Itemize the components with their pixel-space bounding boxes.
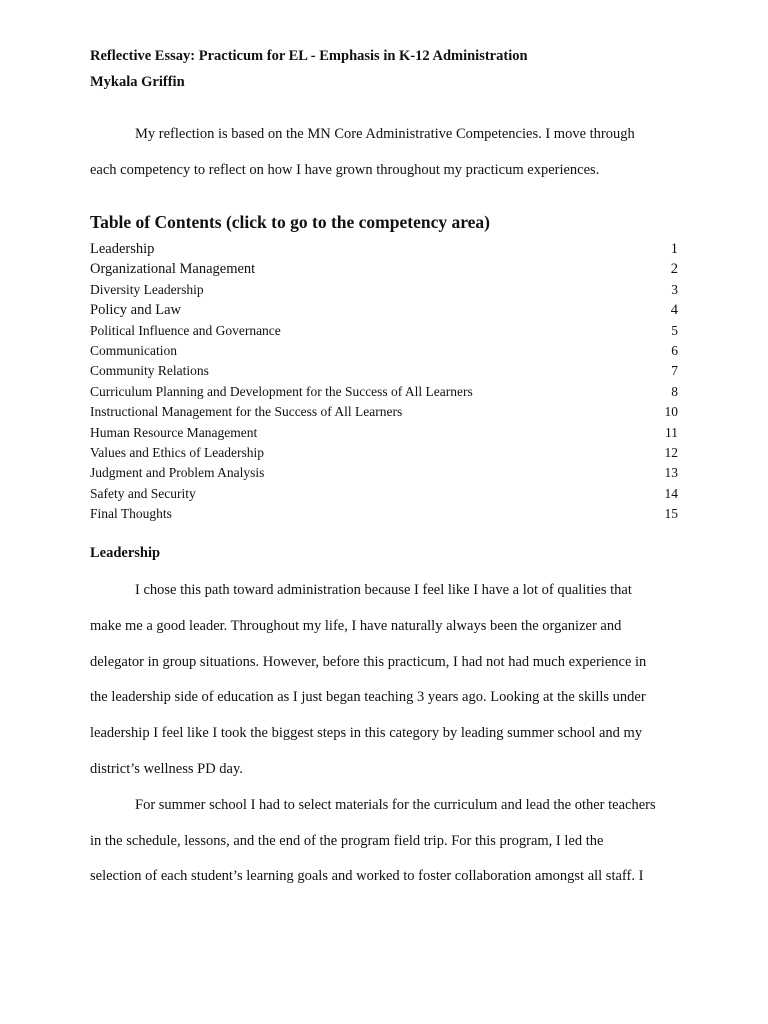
- toc-item-page: 7: [671, 363, 678, 379]
- document-author: Mykala Griffin: [90, 74, 185, 90]
- toc-item-page: 12: [664, 444, 678, 460]
- toc-item-curriculum-planning[interactable]: [90, 382, 678, 402]
- toc-item-page: 1: [670, 241, 678, 257]
- toc-item-page: 2: [670, 261, 678, 278]
- toc-item-page: 11: [665, 424, 678, 440]
- toc-item-communication[interactable]: [90, 341, 678, 361]
- body-line: leadership I feel like I took the biggest steps in this category by leading summer school and my: [90, 725, 643, 742]
- toc-item-label[interactable]: Diversity Leadership: [90, 281, 204, 297]
- toc-item-label[interactable]: Political Influence and Governance: [90, 322, 281, 338]
- toc-item-diversity-leadership[interactable]: [90, 280, 678, 300]
- toc-item-community-relations[interactable]: [90, 361, 678, 381]
- toc-item-page: 13: [664, 465, 678, 481]
- toc-item-safety-and-security[interactable]: [90, 484, 678, 504]
- toc-item-label[interactable]: Communication: [90, 342, 177, 358]
- toc-item-label[interactable]: Organizational Management: [90, 261, 256, 278]
- toc-item-label[interactable]: Human Resource Management: [90, 424, 258, 440]
- intro-line: My reflection is based on the MN Core Administrative Competencies. I move through: [135, 126, 635, 142]
- toc-item-page: 14: [664, 485, 678, 501]
- body-line: the leadership side of education as I just began teaching 3 years ago. Looking at the skills under: [90, 689, 646, 706]
- body-line: make me a good leader. Throughout my life, I have naturally always been the organizer and: [90, 617, 622, 634]
- toc-item-judgment-and-problem-analysis[interactable]: [90, 463, 678, 483]
- toc-item-organizational-management[interactable]: [90, 259, 678, 279]
- body-line: selection of each student’s learning goals and worked to foster collaboration amongst all staff. I: [90, 868, 644, 885]
- section-heading-leadership: Leadership: [90, 545, 161, 561]
- toc-item-page: 3: [671, 281, 678, 297]
- toc-item-values-and-ethics[interactable]: [90, 443, 678, 463]
- toc-item-human-resource-management[interactable]: [90, 423, 678, 443]
- toc-item-political-influence[interactable]: [90, 321, 678, 341]
- toc-item-page: 8: [671, 383, 678, 399]
- intro-line: each competency to reflect on how I have grown throughout my practicum experiences.: [90, 162, 600, 178]
- table-of-contents: [90, 239, 678, 524]
- toc-item-page: 5: [671, 322, 678, 338]
- toc-item-label[interactable]: Safety and Security: [90, 485, 196, 501]
- section-body: [90, 573, 680, 895]
- intro-paragraph: [90, 116, 680, 188]
- body-line: district’s wellness PD day.: [90, 760, 243, 777]
- toc-item-label[interactable]: Community Relations: [90, 363, 209, 379]
- toc-item-leadership[interactable]: [90, 239, 678, 259]
- toc-item-label[interactable]: Values and Ethics of Leadership: [90, 444, 264, 460]
- body-line: For summer school I had to select materials for the curriculum and lead the other teachers: [135, 796, 656, 813]
- toc-title: Table of Contents (click to go to the competency area): [90, 212, 491, 232]
- toc-item-page: 10: [664, 404, 678, 420]
- toc-item-label[interactable]: Judgment and Problem Analysis: [90, 465, 265, 481]
- toc-item-final-thoughts[interactable]: [90, 504, 678, 524]
- body-line: in the schedule, lessons, and the end of the program field trip. For this program, I led the: [90, 832, 604, 849]
- toc-item-label[interactable]: Curriculum Planning and Development for the Success of All Learners: [90, 383, 473, 399]
- toc-item-page: 4: [670, 302, 678, 319]
- toc-item-page: 6: [671, 342, 678, 358]
- toc-item-label[interactable]: Instructional Management for the Success of All Learners: [90, 404, 403, 420]
- toc-item-label[interactable]: Final Thoughts: [90, 506, 172, 522]
- toc-item-instructional-management[interactable]: [90, 402, 678, 422]
- document-title: Reflective Essay: Practicum for EL - Emphasis in K-12 Administration: [90, 48, 528, 64]
- body-line: delegator in group situations. However, before this practicum, I had not had much experience in: [90, 653, 647, 670]
- toc-item-label[interactable]: Leadership: [90, 241, 155, 257]
- toc-item-label[interactable]: Policy and Law: [90, 302, 182, 319]
- toc-item-page: 15: [664, 506, 678, 522]
- body-line: I chose this path toward administration because I feel like I have a lot of qualities that: [135, 582, 632, 598]
- toc-item-policy-and-law[interactable]: [90, 300, 678, 320]
